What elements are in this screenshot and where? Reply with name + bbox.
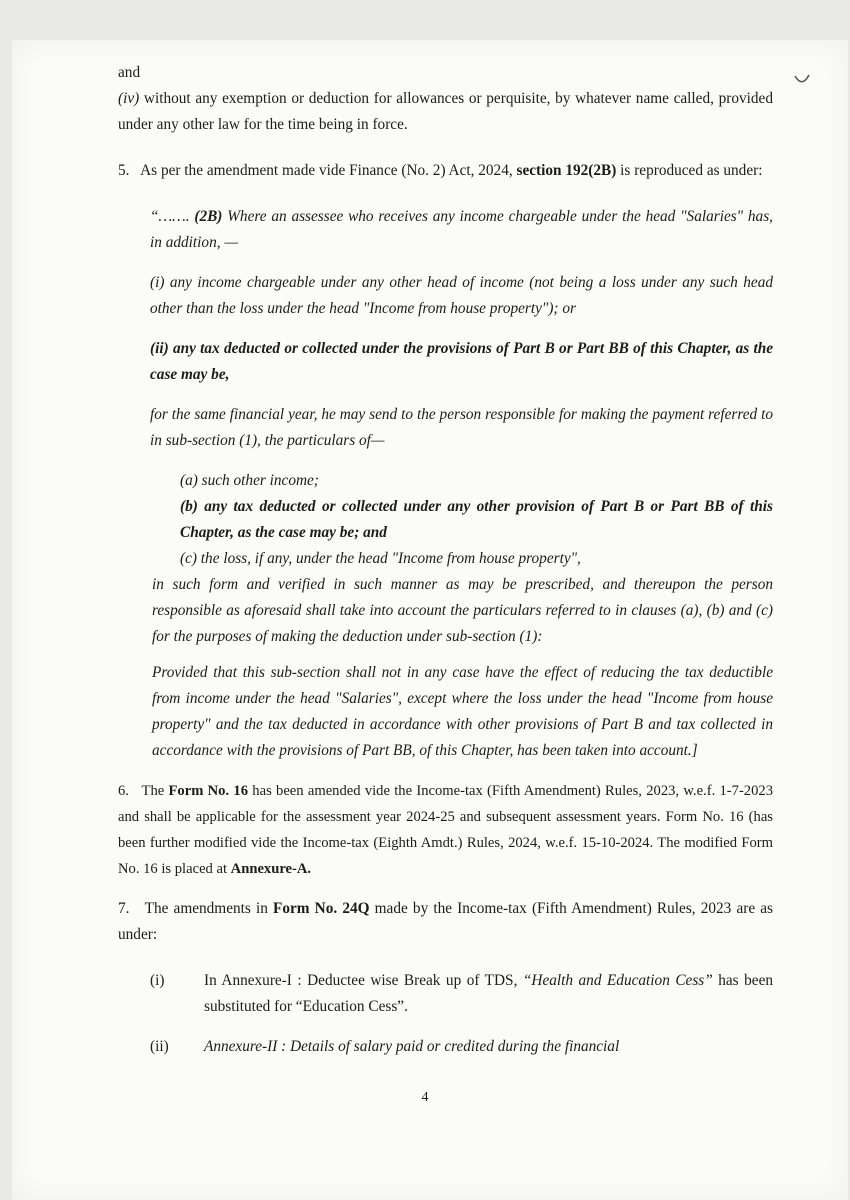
quote-sub-b: (b) any tax deducted or collected under any other provision of Part B or Part BB of this Chapter, as the case may be; and (180, 498, 773, 541)
quote-sub-c: (c) the loss, if any, under the head "Income from house property", (180, 550, 581, 567)
quote-clause-ii: (ii) any tax deducted or collected under the provisions of Part B or Part BB of this Chapter, as the case may be, (150, 340, 773, 383)
para-and: and (118, 64, 141, 81)
item-i-text-b: has been substituted for “Education Cess”. (204, 972, 774, 1015)
item-i-italic: “Health and Education Cess” (522, 972, 713, 989)
section-5-number: 5. (118, 162, 130, 179)
quote-proviso: Provided that this sub-section shall not in any case have the effect of reducing the tax deductible from income under the head "Salaries", except where the loss under the head "Income from house property" and the tax deducted in accordance with other provisions of Part B and tax collected in accordance with the provisions of Part BB, of this Chapter, has been taken into account.] (152, 664, 773, 759)
section-6 (118, 778, 773, 882)
section-7-text-b: made by the Income-tax (Fifth Amendment) Rules, 2023 are as under: (118, 900, 774, 943)
item-ii-text: Annexure-II : Details of salary paid or credited during the financial (204, 1038, 620, 1055)
para-clause-iv (118, 86, 773, 138)
quote-2b-text: Where an assessee who receives any income chargeable under the head "Salaries" has, in addition, — (150, 208, 773, 251)
clause-iv-number: (iv) (118, 90, 140, 107)
quote-sub-a: (a) such other income; (180, 472, 319, 489)
clause-iv-text: without any exemption or deduction for allowances or perquisite, by whatever name called, provided under any other law for the time being in force. (118, 90, 773, 133)
section-7 (118, 896, 773, 948)
section-6-bold-a: Form No. 16 (168, 783, 249, 799)
quote-form-verify: in such form and verified in such manner as may be prescribed, and thereupon the person responsible as aforesaid shall take into account the particulars referred to in clauses (a), (b) and (c) for the purposes of making the deduction under sub-section (1): (152, 576, 773, 645)
quote-same-year: for the same financial year, he may send to the person responsible for making the payment referred to in sub-section (1), the particulars of— (150, 406, 773, 449)
item-i-content (204, 968, 773, 1020)
section-5-text-a: As per the amendment made vide Finance (No. 2) Act, 2024, (140, 162, 517, 179)
item-i-text-a: In Annexure-I : Deductee wise Break up of TDS, (204, 972, 523, 989)
quote-2b (118, 204, 773, 256)
section-6-text-a: The (141, 783, 169, 799)
section-7-number: 7. (118, 900, 130, 917)
quote-open-dots: “……. (150, 208, 190, 225)
item-i-number: (i) (150, 972, 165, 989)
section-7-item-i (118, 968, 773, 1020)
pen-mark-icon (793, 70, 811, 88)
section-5 (118, 158, 773, 184)
quote-2b-label: (2B) (189, 208, 223, 225)
section-6-text-b: has been amended vide the Income-tax (Fifth Amendment) Rules, 2023, w.e.f. 1-7-2023 and shall be applicable for the assessment year 2024-25 and subsequent assessment years. Form No. 16 (has been further modified vide the Income-tax (Eighth Amdt.) Rules, 2024, w.e.f. 15-10-2024. The modified Form No. 16 is placed at (118, 783, 773, 877)
page-number: 4 (421, 1090, 429, 1105)
section-6-number: 6. (118, 783, 129, 799)
section-7-item-ii (118, 1034, 773, 1060)
section-7-bold: Form No. 24Q (273, 900, 370, 917)
section-7-text-a: The amendments in (144, 900, 274, 917)
section-5-bold: section 192(2B) (516, 162, 617, 179)
section-6-bold-b: Annexure-A. (230, 861, 312, 877)
section-5-text-b: is reproduced as under: (616, 162, 763, 179)
quote-clause-i: (i) any income chargeable under any other head of income (not being a loss under any such head other than the loss under the head "Income from house property"); or (150, 274, 773, 317)
document-body (118, 60, 773, 1060)
item-ii-number: (ii) (150, 1038, 169, 1055)
